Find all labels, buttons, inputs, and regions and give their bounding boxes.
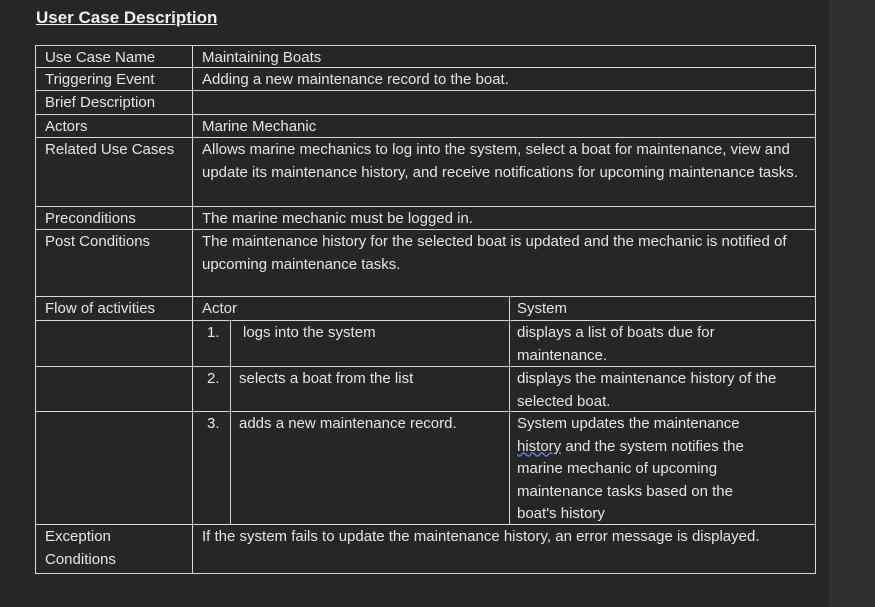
document-title: User Case Description: [36, 8, 218, 27]
step-system-response: [510, 412, 815, 524]
flow-system-header: System: [517, 300, 568, 317]
triggering-event-label: Triggering Event: [45, 71, 155, 88]
step-actor-action: selects a boat from the list: [239, 370, 414, 387]
right-panel-edge: [829, 0, 875, 607]
step-number: 1.: [207, 324, 220, 341]
preconditions-value: The marine mechanic must be logged in.: [202, 210, 473, 227]
exception-conditions-value: If the system fails to update the maintenance history, an error message is displayed.: [202, 528, 760, 545]
use-case-name-value: Maintaining Boats: [202, 49, 322, 66]
use-case-table: [35, 45, 816, 574]
triggering-event-value: Adding a new maintenance record to the boat.: [202, 71, 509, 88]
flow-actor-header: Actor: [202, 300, 238, 317]
step-system-response: displays a list of boats due for maintenance.: [517, 324, 715, 364]
spellcheck-word: history: [517, 437, 562, 455]
flow-of-activities-label: Flow of activities: [45, 300, 156, 317]
step-actor-action: logs into the system: [243, 324, 376, 341]
preconditions-label: Preconditions: [45, 210, 136, 227]
actors-label: Actors: [45, 118, 88, 135]
related-use-cases-label: Related Use Cases: [45, 141, 175, 158]
step-system-response: displays the maintenance history of the selected boat.: [517, 370, 777, 410]
system-text-part: and the system notifies the marine mechanic of upcoming maintenance tasks based on the boat's history: [517, 437, 744, 522]
exception-conditions-label: Exception Conditions: [45, 528, 116, 568]
brief-description-label: Brief Description: [45, 94, 156, 111]
use-case-name-label: Use Case Name: [45, 49, 156, 66]
brief-description-value: [193, 91, 815, 114]
system-text-part: System updates the maintenance: [517, 415, 740, 432]
step-actor-action: adds a new maintenance record.: [239, 415, 457, 432]
step-number: 3.: [207, 415, 220, 432]
post-conditions-value: The maintenance history for the selected boat is updated and the mechanic is notified of upcoming maintenance tasks.: [202, 233, 787, 273]
post-conditions-label: Post Conditions: [45, 233, 151, 250]
step-number: 2.: [207, 370, 220, 387]
related-use-cases-value: Allows marine mechanics to log into the system, select a boat for maintenance, view and update its maintenance history, and receive notifications for upcoming maintenance tasks.: [202, 141, 798, 181]
actors-value: Marine Mechanic: [202, 118, 317, 135]
